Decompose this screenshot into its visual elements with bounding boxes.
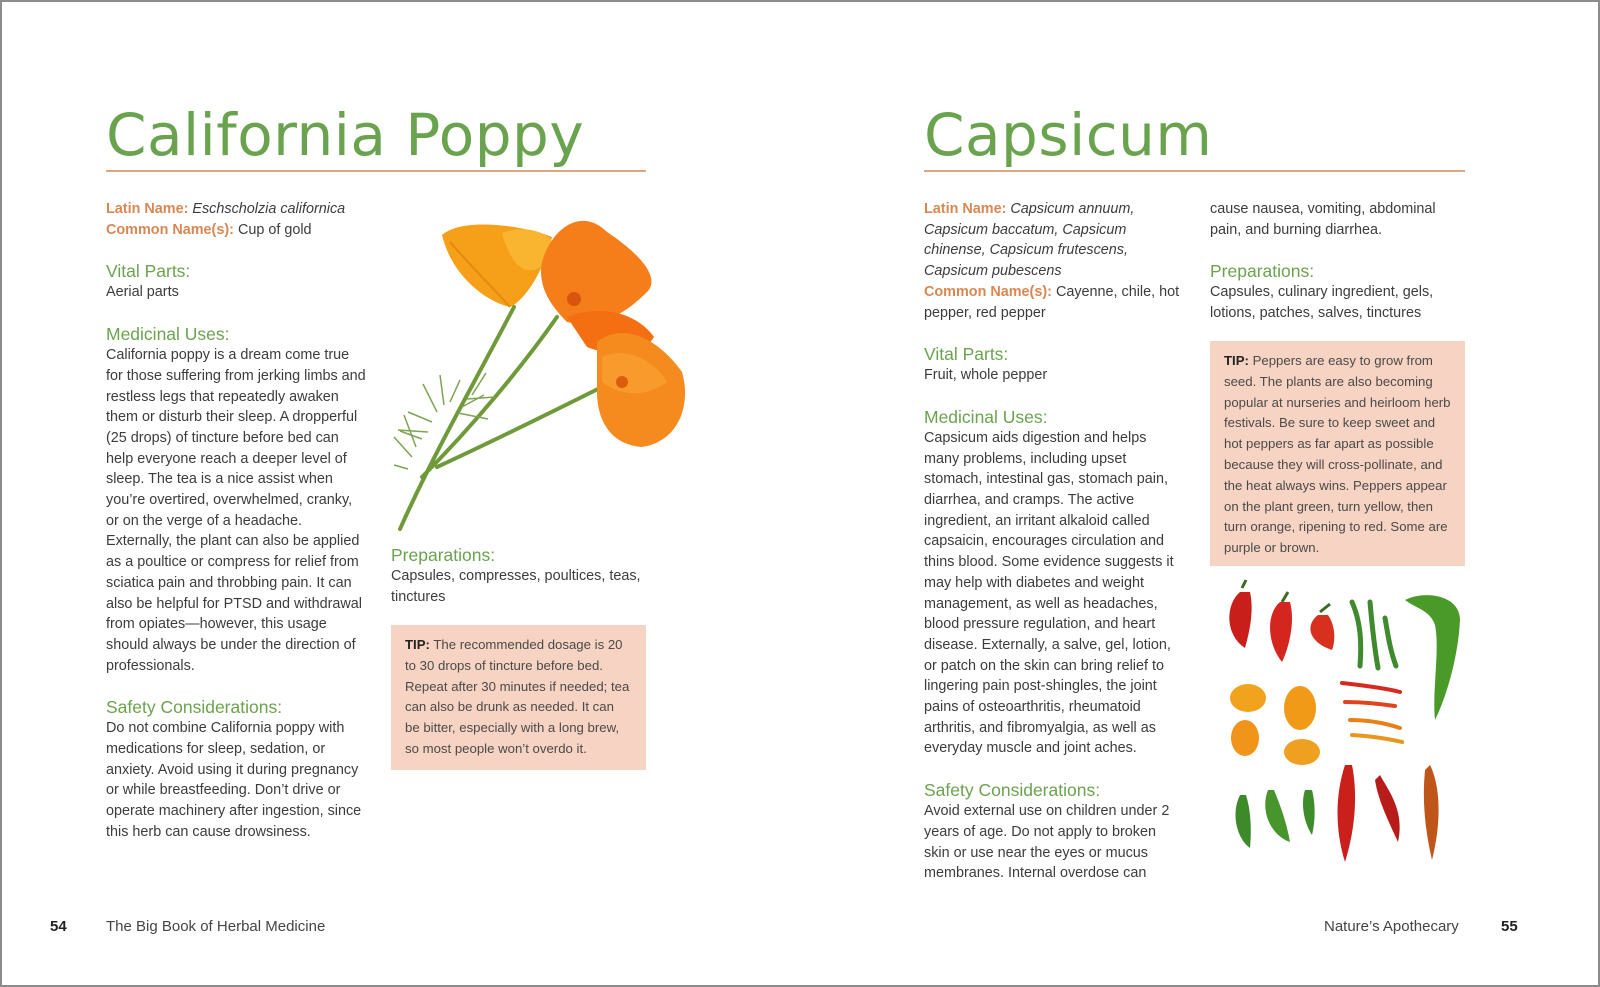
tip-box <box>391 625 646 770</box>
preparations-heading: Preparations: <box>1210 261 1315 282</box>
tip-label: TIP: <box>405 637 430 652</box>
safety-text: Avoid external use on children under 2 years of age. Do not apply to broken skin or use near the eyes or mucus membranes. Internal overdose can <box>924 803 1170 882</box>
vital-parts-text: Fruit, whole pepper <box>924 367 1048 384</box>
left-text-column <box>106 199 368 843</box>
safety-text-continued: cause nausea, vomiting, abdominal pain, and burning diarrhea. <box>1210 201 1436 238</box>
left-preparations <box>391 544 641 607</box>
vital-parts-heading: Vital Parts: <box>106 261 191 282</box>
medicinal-uses-heading: Medicinal Uses: <box>924 406 1048 427</box>
right-page <box>800 2 1598 985</box>
latin-name-line <box>106 199 368 220</box>
safety-heading: Safety Considerations: <box>924 780 1101 801</box>
medicinal-uses-text: Capsicum aids digestion and helps many problems, including upset stomach, intestinal gas, stomach pain, diarrhea, and cramps. The active ingredient, an irritant alkaloid called capsaicin, encourages circulation and thins blood. Some evidence suggests it may help with diabetes and weight management, as well as headaches, blood pressure regulation, and heart disease. Externally, a salve, gel, lotion, or patch on the skin can bring relief to lingering pain post-shingles, the joint pains of osteoarthritis, rheumatoid arthritis, and fibromyalgia, as well as everyday muscle and joint aches. <box>924 429 1174 757</box>
common-name-value: Cayenne, chile, hot pepper, red pepper <box>924 283 1180 321</box>
common-name-label: Common Name(s): <box>924 283 1052 300</box>
left-page <box>2 2 800 985</box>
page-title: California Poppy <box>106 101 585 169</box>
right-second-column <box>1210 199 1468 324</box>
latin-name-value: Capsicum annuum, Capsicum baccatum, Capsicum chinense, Capsicum frutescens, Capsicum pubescens <box>924 201 1135 280</box>
medicinal-uses-heading: Medicinal Uses: <box>106 324 230 345</box>
preparations-text: Capsules, culinary ingredient, gels, lotions, patches, salves, tinctures <box>1210 284 1434 322</box>
title-divider <box>106 170 646 172</box>
medicinal-uses-text: California poppy is a dream come true for those suffering from jerking limbs and restless legs that repeatedly awaken them or disturb their sleep. A dropperful (25 drops) of tincture before bed can help everyone reach a deeper level of sleep. The tea is a nice assist when you’re overtired, overwhelmed, cranky, or on the verge of a headache. Externally, the plant can also be applied as a poultice or compress for relief from sciatica pain and throbbing pain. It can also be helpful for PTSD and withdrawal from opiates—however, this usage should always be under the direction of professionals. <box>106 347 366 674</box>
running-title: The Big Book of Herbal Medicine <box>106 918 326 935</box>
tip-box <box>1210 341 1465 566</box>
preparations-text: Capsules, compresses, poultices, teas, tinctures <box>391 568 641 605</box>
chili-peppers-image <box>1220 580 1470 865</box>
page-number: 55 <box>1501 918 1518 935</box>
tip-text: The recommended dosage is 20 to 30 drops of tincture before bed. Repeat after 30 minutes if needed; tea can also be drunk as needed. It can be bitter, especially with a long brew, so most people won’t overdo it. <box>405 637 630 756</box>
latin-name-value: Eschscholzia californica <box>192 201 346 217</box>
preparations-heading: Preparations: <box>391 545 496 565</box>
safety-heading: Safety Considerations: <box>106 697 283 718</box>
latin-name-label: Latin Name: <box>106 201 189 217</box>
tip-text: Peppers are easy to grow from seed. The plants are also becoming popular at nurseries and heirloom herb festivals. Be sure to keep sweet and hot peppers as far apart as possible because they will cross-pollinate, and the heat always wins. Peppers appear on the plant green, turn yellow, then turn orange, ripening to red. Some are purple or brown. <box>1224 353 1451 556</box>
page-title: Capsicum <box>924 101 1213 169</box>
running-title: Nature’s Apothecary <box>1324 918 1459 935</box>
vital-parts-text: Aerial parts <box>106 284 179 301</box>
page-number: 54 <box>50 918 67 935</box>
common-name-label: Common Name(s): <box>106 221 234 238</box>
safety-text: Do not combine California poppy with medications for sleep, sedation, or anxiety. Avoid using it during pregnancy or while breastfeeding. Don’t drive or operate machinery after ingestion, since this herb can cause drowsiness. <box>106 720 362 840</box>
california-poppy-image <box>392 207 692 537</box>
common-name-value: Cup of gold <box>237 221 312 238</box>
vital-parts-heading: Vital Parts: <box>924 344 1009 365</box>
right-text-column <box>924 199 1182 884</box>
latin-name-label: Latin Name: <box>924 201 1007 217</box>
common-name-line <box>106 220 368 241</box>
tip-label: TIP: <box>1224 353 1249 368</box>
title-divider <box>924 170 1465 172</box>
common-name-line <box>924 282 1182 323</box>
latin-name-line <box>924 199 1182 282</box>
